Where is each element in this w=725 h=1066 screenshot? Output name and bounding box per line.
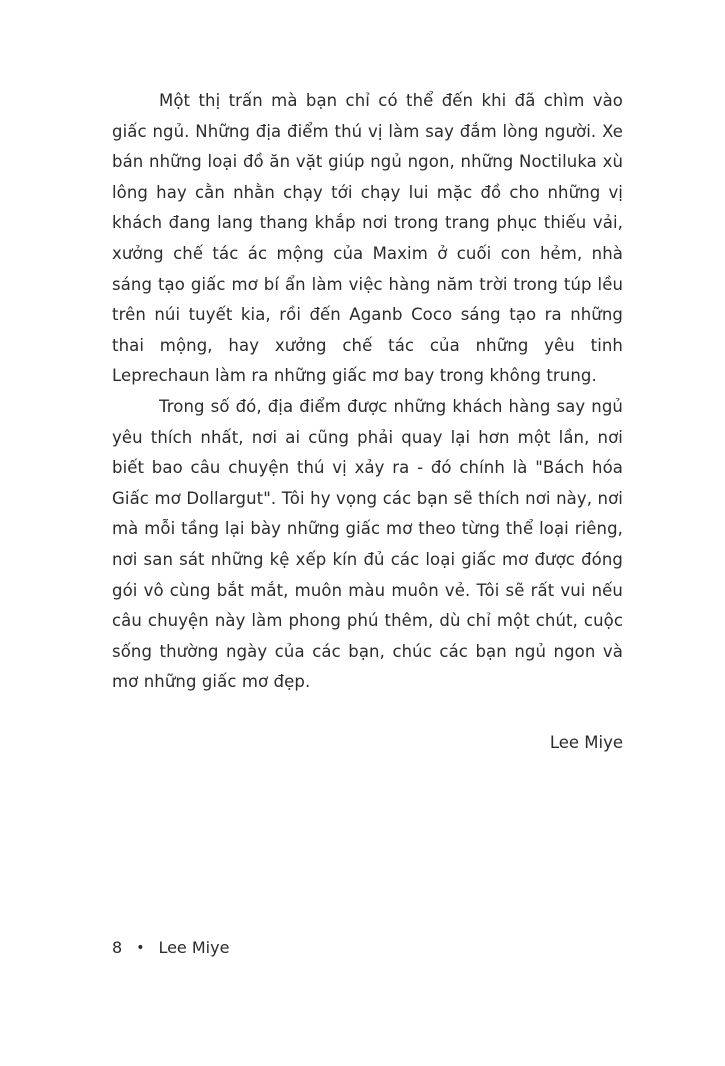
page-number: 8 — [112, 938, 123, 957]
footer-separator: • — [136, 940, 145, 956]
footer-author: Lee Miye — [158, 938, 230, 957]
paragraph-2: Trong số đó, địa điểm được những khách hàng say ngủ yêu thích nhất, nơi ai cũng phải quay lại hơn một lần, nơi biết bao câu chuyện thú vị xảy ra - đó chính là "Bách hóa Giấc mơ Dollargut". Tôi hy vọng các bạn sẽ thích nơi này, nơi mà mỗi tầng lại bày những giấc mơ theo từng thể loại riêng, nơi san sát những kệ xếp kín đủ các loại giấc mơ được đóng gói vô cùng bắt mắt, muôn màu muôn vẻ. Tôi sẽ rất vui nếu câu chuyện này làm phong phú thêm, dù chỉ một chút, cuộc sống thường ngày của các bạn, chúc các bạn ngủ ngon và mơ những giấc mơ đẹp. — [112, 396, 623, 692]
page-footer — [112, 936, 229, 960]
text-body — [112, 86, 623, 698]
paragraph-1: Một thị trấn mà bạn chỉ có thể đến khi đã chìm vào giấc ngủ. Những địa điểm thú vị làm say đắm lòng người. Xe bán những loại đồ ăn vặt giúp ngủ ngon, những Noctiluka xù lông hay cằn nhằn chạy tới chạy lui mặc đồ cho những vị khách đang lang thang khắp nơi trong trang phục thiếu vải, xưởng chế tác ác mộng của Maxim ở cuối con hẻm, nhà sáng tạo giấc mơ bí ẩn làm việc hàng năm trời trong túp lều trên núi tuyết kia, rồi đến Aganb Coco sáng tạo ra những thai mộng, hay xưởng chế tác của những yêu tinh Leprechaun làm ra những giấc mơ bay trong không trung. — [112, 91, 623, 386]
author-signature: Lee Miye — [549, 733, 623, 752]
